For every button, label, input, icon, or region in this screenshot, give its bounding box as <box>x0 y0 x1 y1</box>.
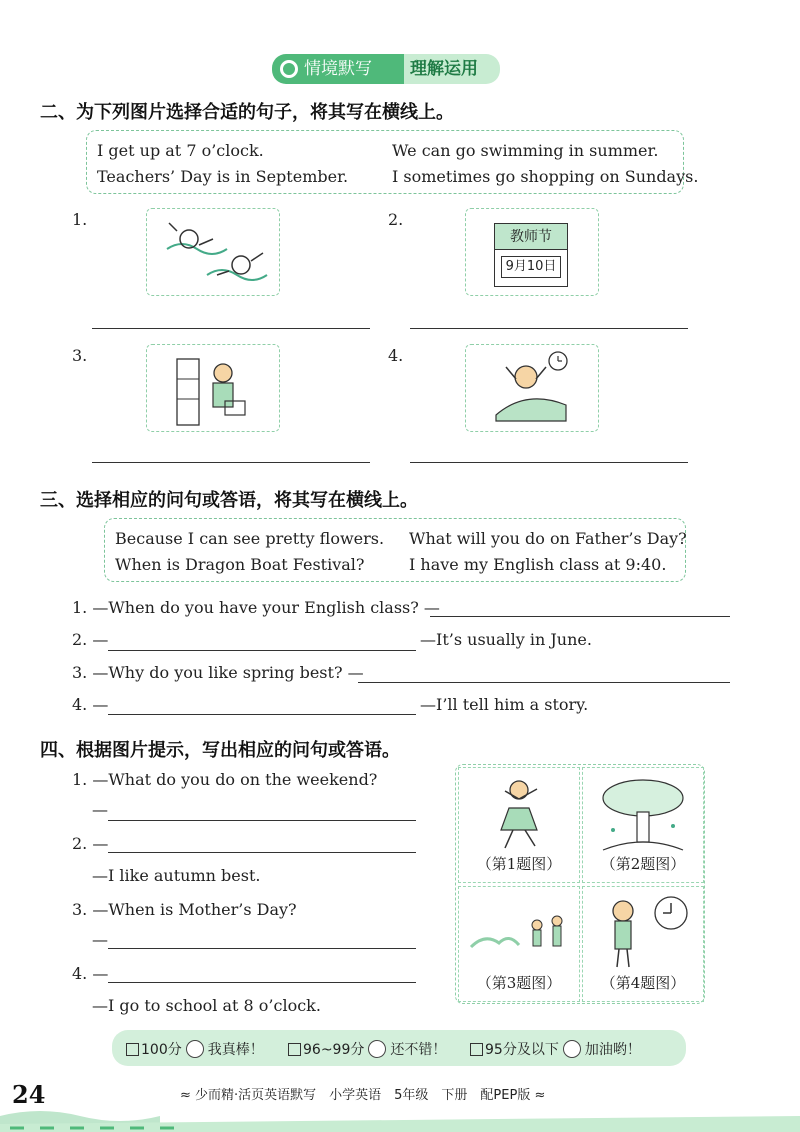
checkbox-icon[interactable] <box>126 1043 139 1056</box>
s2-item-2-number: 2. <box>388 210 404 229</box>
cheer-face-icon <box>563 1040 581 1058</box>
s3-answer-line-4[interactable] <box>108 714 416 715</box>
neutral-face-icon <box>368 1040 386 1058</box>
badge-ring-icon <box>280 60 298 78</box>
s3-answer-line-2[interactable] <box>108 650 416 651</box>
schoolgirl-clock-icon <box>583 887 705 977</box>
section2-title: 二、为下列图片选择合适的句子，将其写在横线上。 <box>40 102 454 123</box>
s2-option-4: I sometimes go shopping on Sundays. <box>392 167 699 186</box>
s4-question-1: 1. —What do you do on the weekend? <box>72 770 378 789</box>
s4-question-2: 2. — <box>72 834 109 853</box>
s2-option-3: Teachers’ Day is in September. <box>97 167 349 186</box>
s3-answer-line-1[interactable] <box>430 616 730 617</box>
section3-options-box <box>104 518 686 582</box>
s2-answer-line-4[interactable] <box>410 462 688 463</box>
calendar-picture <box>465 208 599 296</box>
wake-up-illustration-icon <box>466 345 599 432</box>
calendar-date: 9月10日 <box>501 256 561 278</box>
s3-question-1: 1. —When do you have your English class? — <box>72 598 440 617</box>
s4-q3-dash: — <box>92 930 108 949</box>
swimming-picture <box>146 208 280 296</box>
caption-1: （第1题图） <box>476 855 562 873</box>
s4-question-4: 4. — <box>72 964 109 983</box>
s2-answer-line-2[interactable] <box>410 328 688 329</box>
s3-question-4-prefix: 4. — <box>72 695 109 714</box>
s2-option-2: We can go swimming in summer. <box>392 141 659 160</box>
s3-question-2-answer: —It’s usually in June. <box>420 630 592 649</box>
calendar-icon <box>494 223 568 287</box>
section-badge <box>272 54 500 84</box>
caption-2: （第2题图） <box>600 855 686 873</box>
s4-q1-dash: — <box>92 800 108 819</box>
checkbox-icon[interactable] <box>470 1043 483 1056</box>
autumn-tree-icon <box>583 768 705 858</box>
s3-option-3: When is Dragon Boat Festival? <box>115 555 365 574</box>
smile-face-icon <box>186 1040 204 1058</box>
calendar-title: 教师节 <box>495 224 567 250</box>
caption-3: （第3题图） <box>476 974 562 992</box>
section4-picture-grid <box>455 764 705 1004</box>
picture-2-cell <box>582 767 704 883</box>
wake-up-picture <box>465 344 599 432</box>
s2-item-1-number: 1. <box>72 210 88 229</box>
shopping-picture <box>146 344 280 432</box>
s3-answer-line-3[interactable] <box>358 682 730 683</box>
shopping-illustration-icon <box>147 345 280 432</box>
park-family-icon <box>459 887 581 977</box>
s4-q2-answer: —I like autumn best. <box>92 866 261 885</box>
picture-4-cell <box>582 886 704 1002</box>
score-option-95-below[interactable]: 95分及以下 加油哟！ <box>470 1039 641 1059</box>
swimming-illustration-icon <box>147 209 280 296</box>
score-option-96-99[interactable]: 96~99分 还不错！ <box>288 1039 446 1059</box>
picture-1-cell <box>458 767 580 883</box>
s2-answer-line-1[interactable] <box>92 328 370 329</box>
s2-item-3-number: 3. <box>72 346 88 365</box>
s4-question-3: 3. —When is Mother’s Day? <box>72 900 297 919</box>
badge-left: 情境默写 <box>272 54 404 84</box>
s3-option-1: Because I can see pretty flowers. <box>115 529 385 548</box>
s4-answer-line-1[interactable] <box>108 820 416 821</box>
section2-options-box <box>86 130 699 194</box>
footer-wave-decoration <box>0 1098 800 1132</box>
section3-title: 三、选择相应的问句或答语，将其写在横线上。 <box>40 490 418 511</box>
s3-option-4: I have my English class at 9:40. <box>409 555 667 574</box>
footer-book-info: ≈ 少而精·活页英语默写 小学英语 5年级 下册 配PEP版 ≈ <box>180 1088 546 1103</box>
page-number: 24 <box>12 1080 46 1109</box>
s3-question-3: 3. —Why do you like spring best? — <box>72 663 364 682</box>
section4-title: 四、根据图片提示，写出相应的问句或答语。 <box>40 740 400 761</box>
s3-question-4-answer: —I’ll tell him a story. <box>420 695 589 714</box>
picture-3-cell <box>458 886 580 1002</box>
s4-q4-answer: —I go to school at 8 o’clock. <box>92 996 321 1015</box>
dancing-girl-icon <box>459 768 581 858</box>
score-option-100[interactable]: 100分 我真棒！ <box>126 1039 264 1059</box>
checkbox-icon[interactable] <box>288 1043 301 1056</box>
s4-answer-line-2[interactable] <box>108 852 416 853</box>
s4-answer-line-3[interactable] <box>108 948 416 949</box>
s3-option-2: What will you do on Father’s Day? <box>409 529 687 548</box>
badge-right: 理解运用 <box>404 54 500 84</box>
s2-answer-line-3[interactable] <box>92 462 370 463</box>
s3-question-2-prefix: 2. — <box>72 630 109 649</box>
caption-4: （第4题图） <box>600 974 686 992</box>
s2-option-1: I get up at 7 o’clock. <box>97 141 264 160</box>
s4-answer-line-4[interactable] <box>108 982 416 983</box>
s2-item-4-number: 4. <box>388 346 404 365</box>
page-footer <box>0 1080 800 1132</box>
self-score-bar <box>112 1030 686 1066</box>
